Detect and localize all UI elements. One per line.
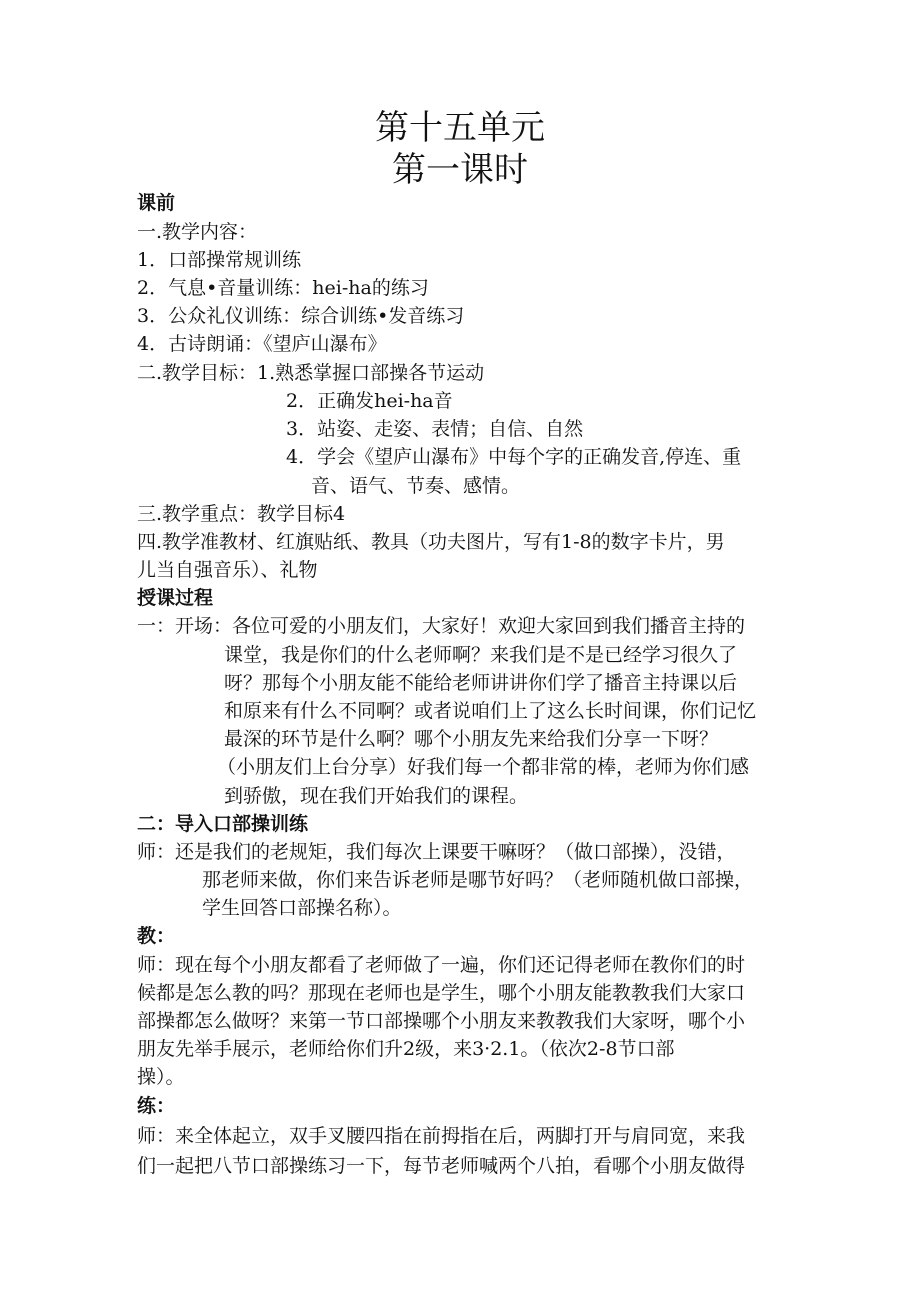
lesson-title: 第一课时 (392, 150, 528, 190)
section-heading: 课前 (137, 192, 176, 214)
text-line: 2．气息•音量训练：hei-ha的练习 (137, 277, 429, 299)
text-line: 2．正确发hei-ha音 (286, 390, 453, 412)
text-line: 儿当自强音乐）、礼物 (137, 559, 318, 581)
text-line: 1．口部操常规训练 (137, 249, 302, 271)
text-line: 那老师来做，你们来告诉老师是哪节好吗？（老师随机做口部操， (202, 869, 754, 891)
text-line: 3．站姿、走姿、表情；自信、自然 (286, 418, 584, 440)
text-line: 4．学会《望庐山瀑布》中每个字的正确发音,停连、重 (286, 446, 742, 468)
text-line: 最深的环节是什么啊？哪个小朋友先来给我们分享一下呀？ (224, 728, 719, 750)
text-line: 课堂，我是你们的什么老师啊？来我们是不是已经学习很久了 (224, 644, 738, 666)
unit-title: 第十五单元 (375, 108, 545, 148)
text-line: 四.教学准教材、红旗贴纸、教具（功夫图片，写有1-8的数字卡片，男 (137, 531, 725, 553)
text-line: 3．公众礼仪训练：综合训练•发音练习 (137, 305, 465, 327)
text-line: 朋友先举手展示，老师给你们升2级，来3·2.1。（依次2-8节口部 (137, 1038, 675, 1060)
text-line: 呀？那每个小朋友能不能给老师讲讲你们学了播音主持课以后 (224, 672, 738, 694)
text-line: （小朋友们上台分享）好我们每一个都非常的棒，老师为你们感 (217, 756, 750, 778)
section-heading: 练： (137, 1095, 176, 1117)
text-line: 4．古诗朗诵：《望庐山瀑布》 (137, 333, 387, 355)
section-heading: 二：导入口部操训练 (137, 813, 309, 835)
text-line: 操）。 (137, 1066, 185, 1088)
text-line: 候都是怎么教的吗？那现在老师也是学生，哪个小朋友能教教我们大家口 (137, 982, 746, 1004)
text-line: 师：现在每个小朋友都看了老师做了一遍，你们还记得老师在教你们的时 (137, 954, 746, 976)
section-heading: 教： (137, 925, 176, 947)
text-line: 二.教学目标：1.熟悉掌握口部操各节运动 (137, 362, 485, 384)
text-line: 一：开场：各位可爱的小朋友们，大家好！欢迎大家回到我们播音主持的 (137, 615, 746, 637)
text-line: 一.教学内容： (137, 221, 258, 243)
section-heading: 授课过程 (137, 587, 214, 609)
text-line: 三.教学重点：教学目标4 (137, 503, 346, 525)
text-line: 和原来有什么不同啊？或者说咱们上了这么长时间课，你们记忆 (224, 700, 757, 722)
text-line: 音、语气、节奏、感情。 (311, 475, 521, 497)
text-line: 到骄傲，现在我们开始我们的课程。 (224, 785, 529, 807)
text-line: 们一起把八节口部操练习一下，每节老师喊两个八拍，看哪个小朋友做得 (137, 1155, 746, 1177)
text-line: 学生回答口部操名称）。 (202, 897, 402, 919)
text-line: 部操都怎么做呀？来第一节口部操哪个小朋友来教教我们大家呀，哪个小 (137, 1010, 746, 1032)
text-line: 师：来全体起立，双手叉腰四指在前拇指在后，两脚打开与肩同宽，来我 (137, 1125, 746, 1147)
text-line: 师：还是我们的老规矩，我们每次上课要干嘛呀？（做口部操），没错， (137, 841, 736, 863)
